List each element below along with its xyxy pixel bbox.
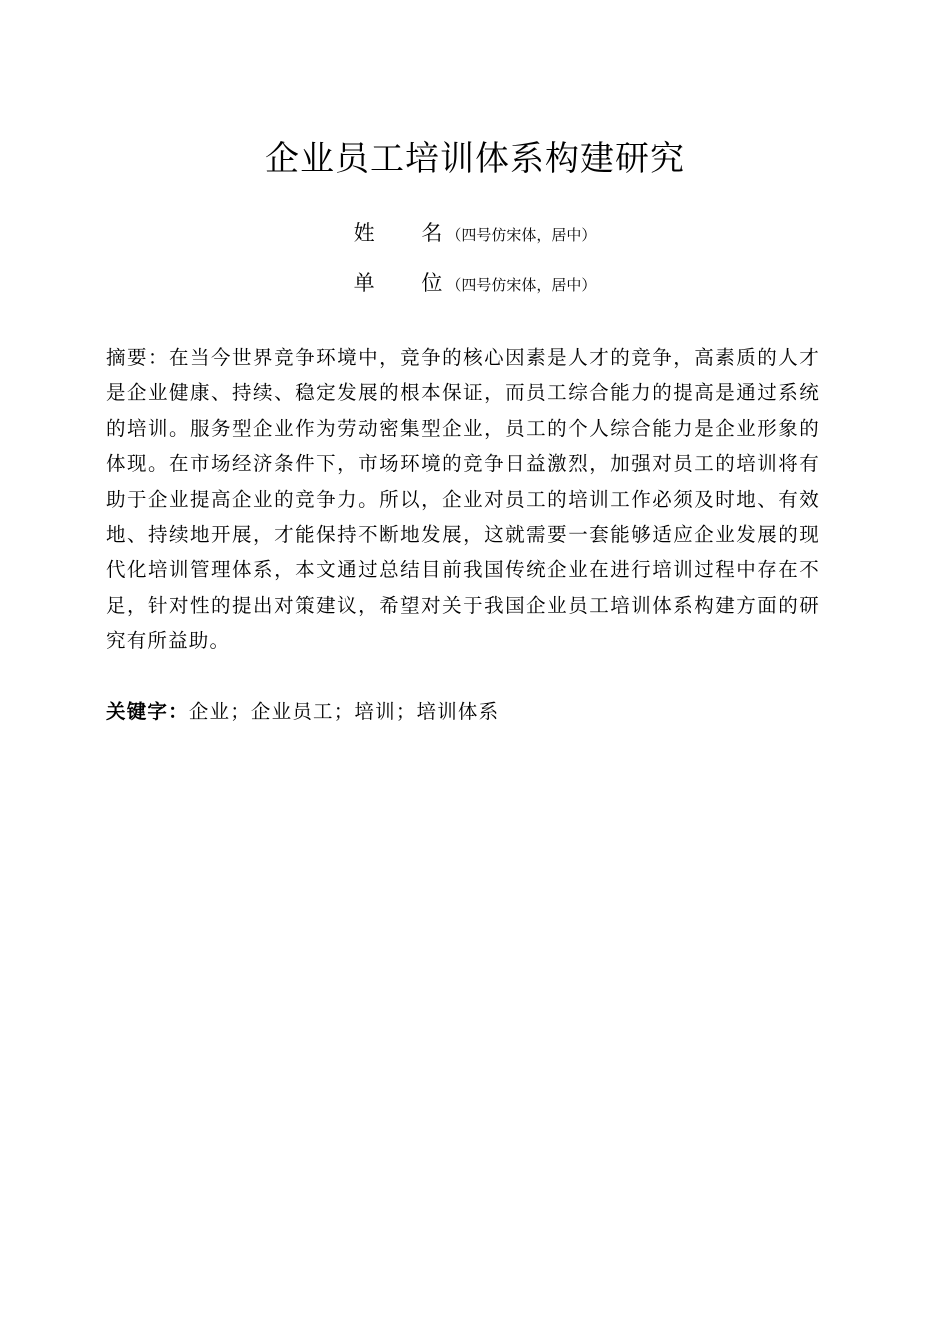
author-name-format-note: （四号仿宋体，居中） <box>446 226 597 244</box>
author-name-label: 姓 名 <box>353 221 463 245</box>
keywords-value: 企业；企业员工；培训；培训体系 <box>188 700 500 723</box>
affiliation-format-note: （四号仿宋体，居中） <box>446 276 597 294</box>
affiliation-label: 单 位 <box>353 271 463 295</box>
abstract-paragraph: 摘要：在当今世界竞争环境中，竞争的核心因素是人才的竞争，高素质的人才是企业健康、持续、稳定发展的根本保证，而员工综合能力的提高是通过系统的培训。服务型企业作为劳动密集型企业，员工的个人综合能力是企业形象的体现。在市场经济条件下，市场环境的竞争日益激烈，加强对员工的培训将有助于企业提高企业的竞争力。所以，企业对员工的培训工作必须及时地、有效地、持续地开展，才能保持不断地发展，这就需要一套能够适应企业发展的现代化培训管理体系，本文通过总结目前我国传统企业在进行培训过程中存在不足，针对性的提出对策建议，希望对关于我国企业员工培训体系构建方面的研究有所益助。 <box>106 346 820 653</box>
keywords-line <box>106 696 820 728</box>
author-name-line <box>0 218 950 250</box>
keywords-label: 关键字： <box>106 700 189 723</box>
affiliation-line <box>0 268 950 300</box>
paper-title: 企业员工培训体系构建研究 <box>265 139 685 179</box>
